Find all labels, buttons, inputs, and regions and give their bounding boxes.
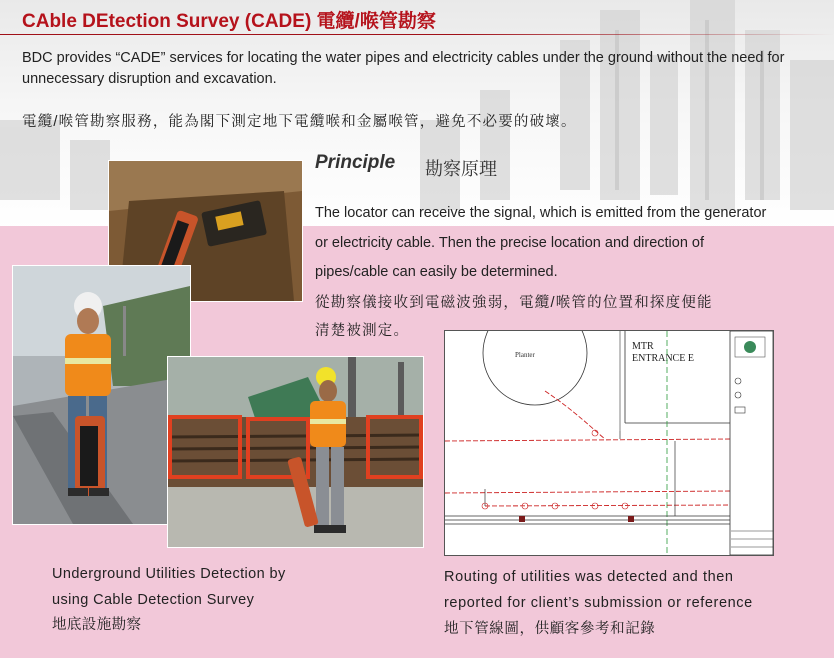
- drawing-caption: [444, 564, 753, 642]
- photo-caption-line-2: using Cable Detection Survey: [52, 591, 255, 608]
- page-title: CAble DEtection Survey (CADE) 電纜/喉管勘察: [22, 11, 436, 32]
- construction-site-photo: [167, 356, 424, 548]
- photo-caption-line-1: Underground Utilities Detection by: [52, 566, 286, 582]
- mtr-entrance-label: ENTRANCE E: [632, 353, 694, 364]
- photo-caption-line-3: 地底設施勘察: [52, 617, 142, 633]
- principle-heading-chinese: 勘察原理: [425, 159, 497, 179]
- principle-zh-line-2: 清楚被測定。: [315, 323, 410, 339]
- principle-line-3: pipes/cable can easily be determined.: [315, 264, 558, 280]
- principle-zh-line-1: 從勘察儀接收到電磁波強弱，電纜/喉管的位置和探度便能: [315, 295, 713, 311]
- photo-caption: [52, 562, 286, 639]
- title-underline: [0, 34, 834, 35]
- principle-line-2: or electricity cable. Then the precise location and direction of: [315, 234, 705, 251]
- mtr-label: MTR: [632, 341, 654, 352]
- intro-chinese: 電纜/喉管勘察服務，能為閣下測定地下電纜喉和金屬喉管，避免不必要的破壞。: [22, 114, 577, 130]
- planter-label: Planter: [515, 351, 535, 359]
- principle-line-1: The locator can receive the signal, which is emitted from the generator: [315, 205, 767, 221]
- intro-english: BDC provides “CADE” services for locating the water pipes and electricity cables under the ground without the need for unnecessary disruption and excavation.: [22, 50, 785, 87]
- utility-routing-drawing: [444, 330, 774, 556]
- drawing-caption-line-1: Routing of utilities was detected and then: [444, 569, 734, 585]
- worker-locator-photo: [12, 265, 191, 525]
- principle-heading: Principle: [315, 152, 396, 173]
- drawing-caption-line-2: reported for client’s submission or reference: [444, 595, 753, 611]
- drawing-caption-line-3: 地下管線圖，供顧客參考和記錄: [444, 621, 656, 637]
- principle-description: [315, 199, 825, 288]
